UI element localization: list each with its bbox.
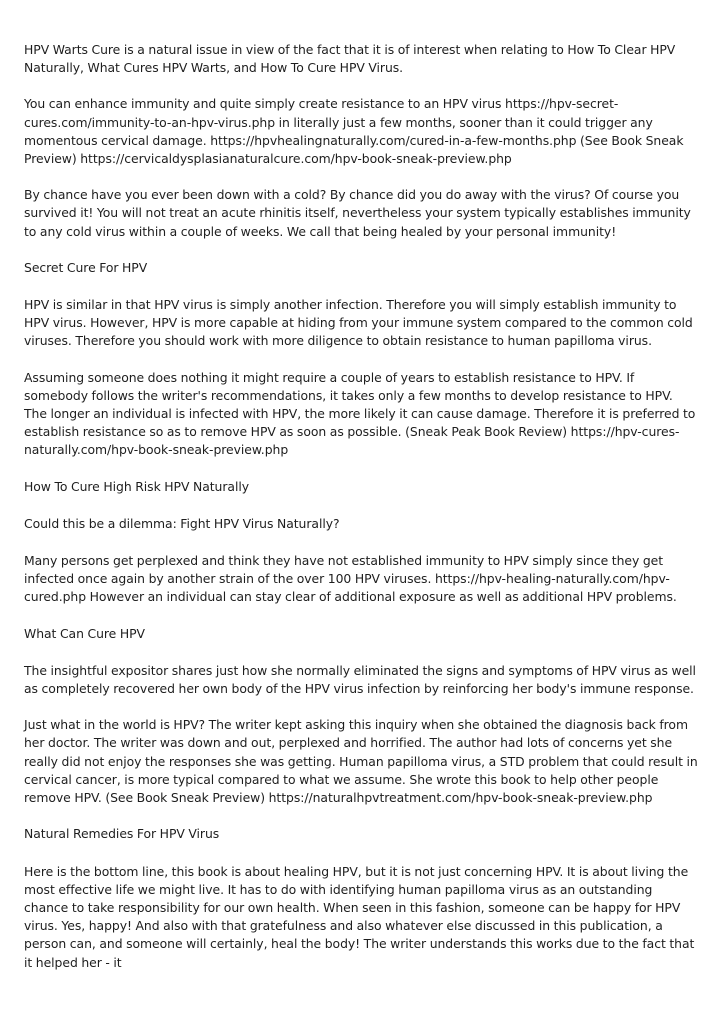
section-heading-natural-remedies: Natural Remedies For HPV Virus (24, 826, 220, 842)
expositor-paragraph: The insightful expositor shares just how she normally eliminated the signs and symptoms of HPV virus as well as completely recovered her own body of the HPV virus infection by reinforcing her body's immune response. (24, 662, 696, 697)
section-heading-high-risk: How To Cure High Risk HPV Naturally (24, 478, 250, 494)
diagnosis-paragraph: Just what in the world is HPV? The writer kept asking this inquiry when she obtained the diagnosis back from her doctor. The writer was down and out, perplexed and horrified. The author had lots of concerns yet she really did not enjoy the responses she was getting. Human papilloma virus, a STD problem that could result in cervical cancer, is more typical compared to what we assume. She wrote this book to help other people remove HPV. (See Book Sneak Preview) https://naturalhpvtreatment.com/hpv-book-sneak-preview.php (24, 717, 698, 806)
hpv-infection-paragraph: HPV is similar in that HPV virus is simply another infection. Therefore you will simply establish immunity to HPV virus. However, HPV is more capable at hiding from your immune system compared to the common cold viruses. Therefore you should work with more diligence to obtain resistance to human papilloma virus. (24, 297, 693, 349)
intro-paragraph: HPV Warts Cure is a natural issue in view of the fact that it is of interest when relating to How To Clear HPV Naturally, What Cures HPV Warts, and How To Cure HPV Virus. (24, 42, 676, 76)
section-heading-secret-cure: Secret Cure For HPV (24, 259, 148, 275)
perplexed-paragraph: Many persons get perplexed and think they have not established immunity to HPV simply since they get infected once again by another strain of the over 100 HPV viruses. https://hpv-healing-naturally.com/hpv-cured.php However an individual can stay clear of additional exposure as well as additional HPV problems. (24, 553, 677, 605)
cold-paragraph: By chance have you ever been down with a cold? By chance did you do away with the virus? Of course you survived it! You will not treat an acute rhinitis itself, nevertheless your system typically establishes immunity to any cold virus within a couple of weeks. We call that being healed by your personal immunity! (24, 187, 691, 239)
section-heading-dilemma: Could this be a dilemma: Fight HPV Virus Naturally? (24, 515, 340, 531)
immunity-paragraph: You can enhance immunity and quite simply create resistance to an HPV virus https://hpv-secret-cures.com/immunity-to-an-hpv-virus.php in literally just a few months, sooner than it could trigger any momentous cervical damage. https://hpvhealingnaturally.com/cured-in-a-few-months.php (See Book Sneak Preview) https://cervicaldysplasianaturalcure.com/hpv-book-sneak-preview.php (24, 96, 684, 167)
section-heading-what-can-cure: What Can Cure HPV (24, 625, 145, 641)
resistance-paragraph: Assuming someone does nothing it might require a couple of years to establish resistance to HPV. If somebody follows the writer's recommendations, it takes only a few months to develop resistance to HPV. The longer an individual is infected with HPV, the more likely it can cause damage. Therefore it is preferred to establish resistance so as to remove HPV as soon as possible. (Sneak Peak Book Review) https://hpv-cures-naturally.com/hpv-book-sneak-preview.php (24, 369, 696, 458)
bottom-line-paragraph: Here is the bottom line, this book is about healing HPV, but it is not just concerning HPV. It is about living the most effective life we might live. It has to do with identifying human papilloma virus as an outstanding chance to take responsibility for our own health. When seen in this fashion, someone can be happy for HPV virus. Yes, happy! And also with that gratefulness and also whatever else discussed in this publication, a person can, and someone will certainly, heal the body! The writer understands this works due to the fact that it helped her - it (24, 863, 695, 970)
